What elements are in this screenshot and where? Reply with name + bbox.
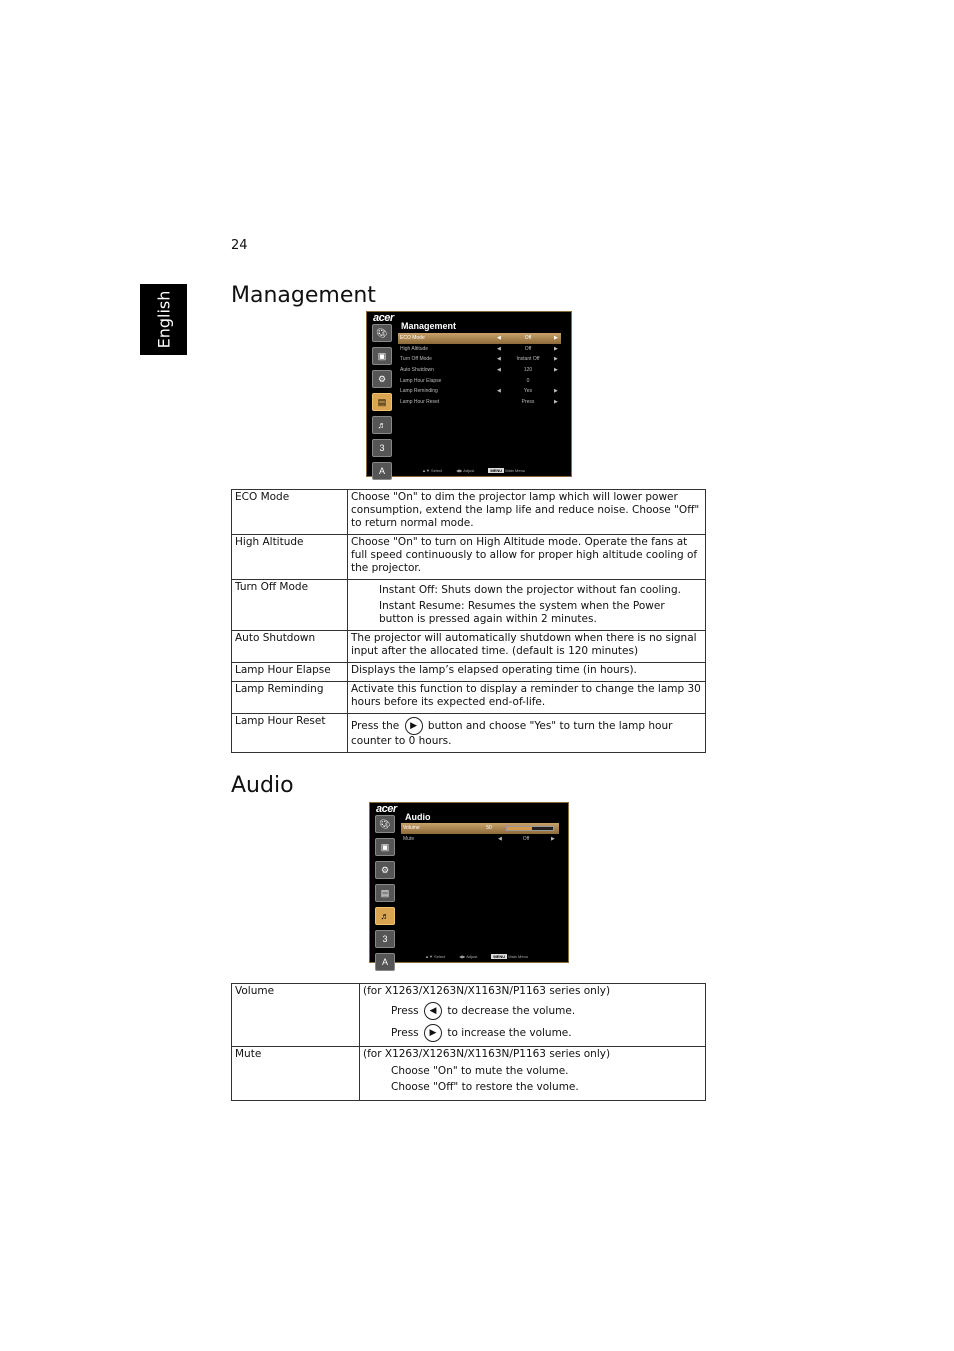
row-name: Volume (232, 984, 360, 1047)
osd-row-label: High Altitude (400, 345, 429, 352)
osd-footer-menu: MENU Main Menu (490, 468, 526, 473)
row-name: Lamp Reminding (232, 682, 348, 714)
row-name: Auto Shutdown (232, 631, 348, 663)
osd-row (401, 834, 559, 845)
acer-logo: acer (376, 803, 397, 815)
management-heading: Management (231, 283, 376, 308)
osd-footer-select: ▲▼ Select (422, 468, 443, 473)
row-name: Lamp Hour Reset (232, 714, 348, 753)
row-name: Lamp Hour Elapse (232, 663, 348, 682)
osd-row-value: 120 (523, 367, 533, 374)
volume-bar (506, 826, 554, 831)
osd-row-value: Press (521, 398, 535, 405)
osd-row (398, 397, 561, 408)
osd-menu-icons (375, 815, 397, 976)
osd-row-value: Off (524, 335, 532, 342)
osd-row (398, 375, 561, 386)
audio-osd-screenshot (369, 802, 569, 967)
osd-row-label: Turn Off Mode (400, 356, 432, 363)
management-icon: ▤ (375, 884, 395, 902)
right-arrow-icon: ▶ (554, 398, 558, 405)
row-desc: Displays the lamp’s elapsed operating time (in hours). (348, 663, 706, 682)
osd-footer (422, 468, 525, 473)
gear-icon: ⚙ (372, 370, 392, 388)
left-arrow-icon: ◀ (497, 345, 501, 352)
row-name: Mute (232, 1047, 360, 1101)
left-arrow-icon: ◀ (497, 388, 501, 395)
osd-row-value: Off (524, 345, 532, 352)
right-arrow-icon: ▶ (554, 367, 558, 374)
osd-row-label: Lamp Hour Reset (400, 398, 440, 405)
row-desc: Choose "On" to turn on High Altitude mode. Operate the fans at full speed continuously to allow for proper high altitude cooling of the projector. (348, 535, 706, 580)
right-arrow-icon: ▶ (554, 388, 558, 395)
osd-row-label: Volume (403, 825, 420, 832)
right-arrow-icon: ▶ (551, 835, 555, 842)
table-row (232, 631, 706, 663)
osd-row-label: Lamp Reminding (400, 388, 438, 395)
3d-icon: 3 (372, 439, 392, 457)
table-row (232, 714, 706, 753)
row-name: Turn Off Mode (232, 580, 348, 631)
table-row (232, 682, 706, 714)
management-icon: ▤ (372, 393, 392, 411)
table-row (232, 663, 706, 682)
table-row (232, 535, 706, 580)
osd-row (398, 333, 561, 344)
osd-title: Management (401, 321, 457, 331)
table-row (232, 1047, 706, 1101)
left-arrow-icon: ◀ (497, 356, 501, 363)
table-row (232, 490, 706, 535)
language-icon: A (372, 462, 392, 480)
osd-row-value: 0 (526, 377, 530, 384)
osd-row (398, 344, 561, 355)
osd-footer (425, 954, 528, 959)
language-tab-label: English (154, 290, 173, 349)
palette-icon: 🎨︎ (372, 324, 392, 342)
osd-row (401, 823, 559, 834)
audio-table (231, 983, 706, 1101)
osd-row-label: Lamp Hour Elapse (400, 377, 442, 384)
right-arrow-icon: ▶ (554, 356, 558, 363)
osd-row-value: Off (522, 835, 530, 842)
acer-logo: acer (373, 312, 394, 324)
left-arrow-icon: ◀ (498, 835, 502, 842)
row-desc: Activate this function to display a reminder to change the lamp 30 hours before its expected end-of-life. (348, 682, 706, 714)
table-row (232, 580, 706, 631)
image-icon: ▣ (372, 347, 392, 365)
page-number: 24 (231, 238, 248, 253)
language-tab (140, 284, 187, 355)
image-icon: ▣ (375, 838, 395, 856)
row-desc: Press the ▶ button and choose "Yes" to turn the lamp hour counter to 0 hours. (348, 714, 706, 753)
osd-row (398, 365, 561, 376)
audio-heading: Audio (231, 773, 294, 798)
osd-footer-menu: MENU Main Menu (493, 954, 529, 959)
volume-bar-fill (507, 827, 532, 830)
osd-row-value: Yes (523, 388, 533, 395)
osd-row-value: Instant Off (516, 356, 540, 363)
left-arrow-icon: ◀ (424, 1002, 442, 1020)
osd-footer-select: ▲▼ Select (425, 954, 446, 959)
gear-icon: ⚙ (375, 861, 395, 879)
management-table (231, 489, 706, 753)
row-desc: (for X1263/X1263N/X1163N/P1163 series only) Press ◀ to decrease the volume. Press ▶ to increase the volume. (360, 984, 706, 1047)
row-name: High Altitude (232, 535, 348, 580)
palette-icon: 🎨︎ (375, 815, 395, 833)
speaker-icon: ♬ (375, 907, 395, 925)
left-arrow-icon: ◀ (497, 335, 501, 342)
row-name: ECO Mode (232, 490, 348, 535)
osd-row-label: Mute (403, 835, 415, 842)
right-arrow-icon: ▶ (554, 345, 558, 352)
row-desc: Instant Off: Shuts down the projector without fan cooling. Instant Resume: Resumes the system when the Power button is pressed again within 2 minutes. (348, 580, 706, 631)
osd-title: Audio (405, 812, 431, 822)
language-icon: A (375, 953, 395, 971)
right-arrow-icon: ▶ (424, 1024, 442, 1042)
osd-row-value: 50 (486, 825, 492, 832)
osd-footer-adjust: ◀▶ Adjust (456, 468, 475, 473)
row-desc: Choose "On" to dim the projector lamp which will lower power consumption, extend the lamp life and reduce noise. Choose "Off" to return normal mode. (348, 490, 706, 535)
osd-row-label: ECO Mode (400, 335, 425, 342)
row-desc: The projector will automatically shutdown when there is no signal input after the allocated time. (default is 120 minutes) (348, 631, 706, 663)
osd-row (398, 386, 561, 397)
osd-menu-icons (372, 324, 394, 485)
osd-rows (398, 333, 561, 407)
3d-icon: 3 (375, 930, 395, 948)
right-arrow-icon: ▶ (554, 335, 558, 342)
right-arrow-icon: ▶ (405, 717, 423, 735)
osd-rows (401, 823, 559, 844)
management-osd-screenshot (366, 311, 572, 477)
table-row (232, 984, 706, 1047)
osd-row-label: Auto Shutdown (400, 367, 434, 374)
row-desc: (for X1263/X1263N/X1163N/P1163 series only) Choose "On" to mute the volume. Choose "Off" to restore the volume. (360, 1047, 706, 1101)
speaker-icon: ♬ (372, 416, 392, 434)
left-arrow-icon: ◀ (497, 367, 501, 374)
osd-footer-adjust: ◀▶ Adjust (459, 954, 478, 959)
osd-row (398, 354, 561, 365)
